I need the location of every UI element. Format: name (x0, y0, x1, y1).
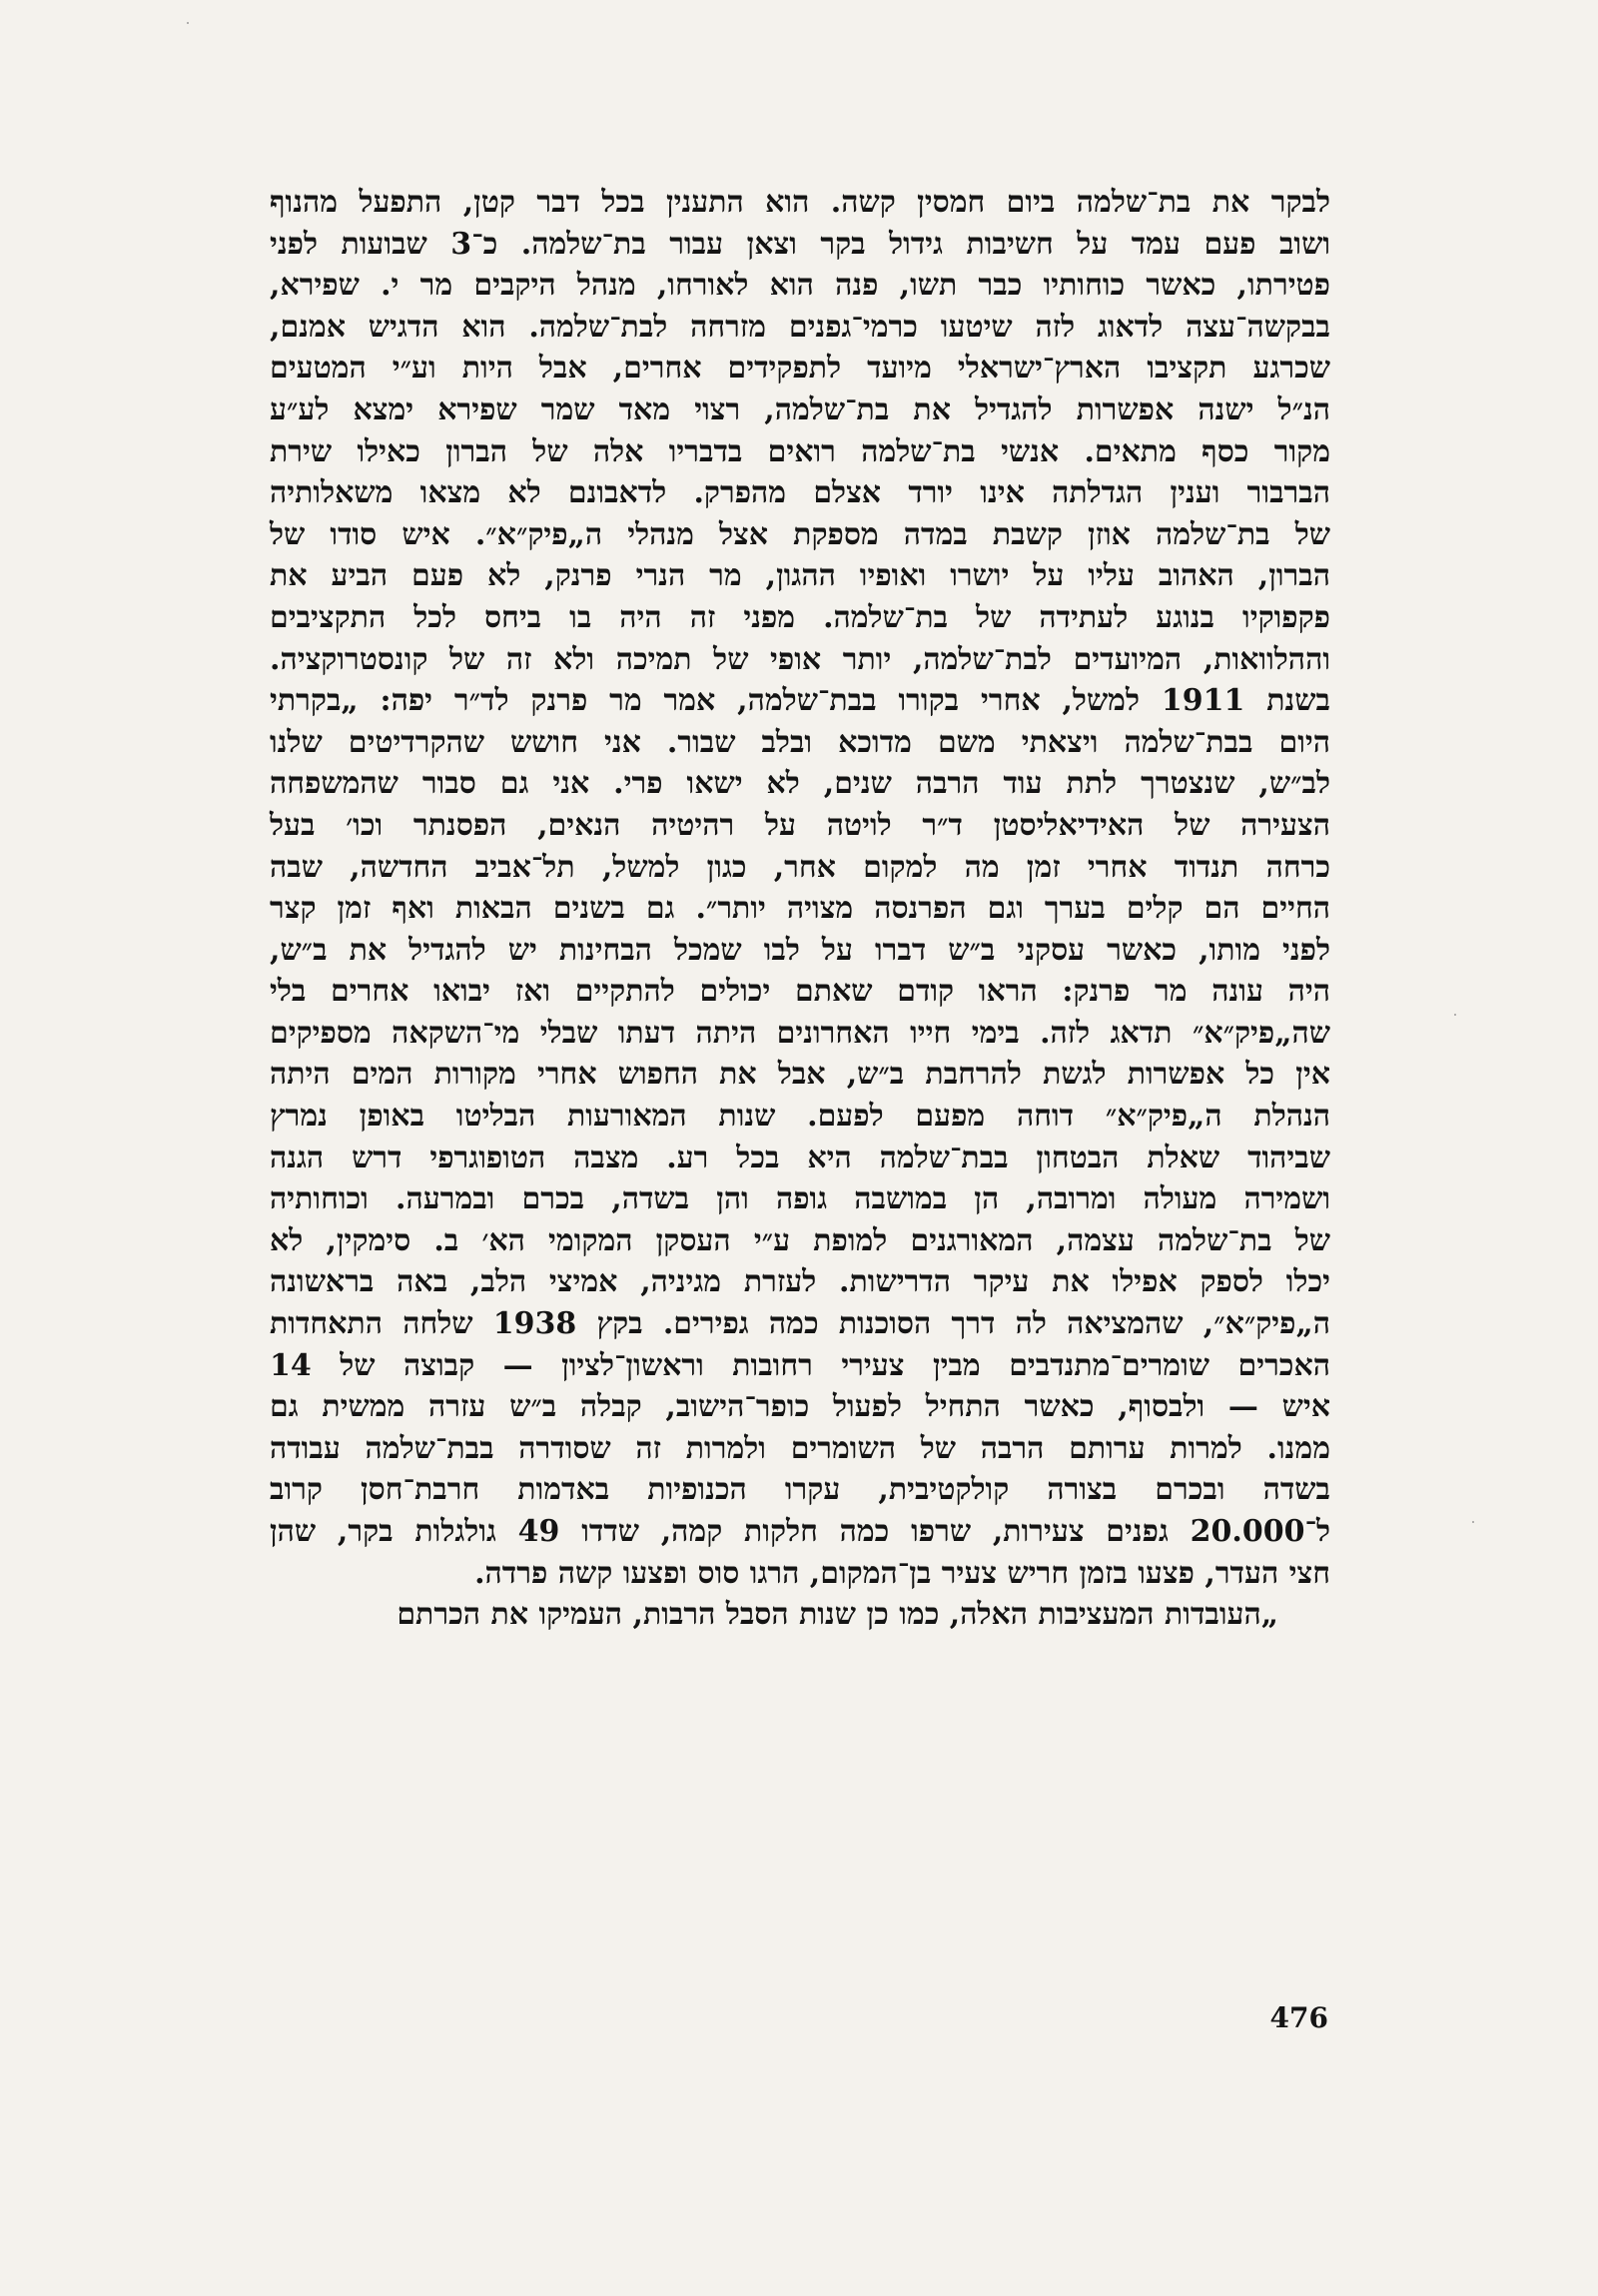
text-line: פקפוקיו בנוגע לעתידה של בת־שלמה. מפני זה היה בו ביחס לכל התקציבים (270, 599, 1330, 635)
scan-speck (1454, 1014, 1456, 1016)
text-line: הנהלת ה„פיק״א״ דוחה מפעם לפעם. שנות המאורעות הבליטו באופן נמרץ (270, 1099, 1330, 1135)
text-line: שכרגע תקציבו הארץ־ישראלי מיועד לתפקידים אחרים, אבל היות וע״י המטעים (270, 351, 1330, 386)
scan-speck (187, 22, 189, 24)
text-line: שביהוד שאלת הבטחון בבת־שלמה היא בכל רע. מצבה הטופוגרפי דרש הגנה (270, 1140, 1330, 1175)
text-line: הנ״ל ישנה אפשרות להגדיל את בת־שלמה, רצוי מאד שמר שפירא ימצא לע״ע (270, 391, 1330, 427)
text-line: אין כל אפשרות לגשת להרחבת ב״ש, אבל את החפוש אחרי מקורות המים היתה (270, 1057, 1330, 1093)
text-line: האכרים שומרים־מתנדבים מבין צעירי רחובות וראשון־לציון — קבוצה של 14 (270, 1347, 1330, 1383)
text-line: הצעירה של האידיאליסטן ד״ר לויטה על רהיטיה הנאים, הפסנתר וכו׳ בעל (270, 807, 1330, 843)
text-line: ה„פיק״א״, שהמציאה לה דרך הסוכנות כמה גפירים. בקץ 1938 שלחה התאחדות (270, 1306, 1330, 1342)
body-text (270, 183, 1330, 1637)
text-line: „העובדות המעציבות האלה, כמו כן שנות הסבל הרבות, העמיקו את הכרתם (397, 1597, 1278, 1633)
text-line: בשנת 1911 למשל, אחרי בקורו בבת־שלמה, אמר מר פרנק לד״ר יפה: „בקרתי (270, 683, 1330, 719)
text-line: הברון, האהוב עליו על יושרו ואופיו ההגון, מר הנרי פרנק, לא פעם הביע את (270, 558, 1330, 594)
text-line: יכלו לספק אפילו את עיקר הדרישות. לעזרת מגיניה, אמיצי הלב, באה בראשונה (270, 1264, 1330, 1300)
text-line: בשדה ובכרם בצורה קולקטיבית, עקרו הכנופיות באדמות חרבת־חסן קרוב (270, 1472, 1330, 1508)
text-line: הברבור וענין הגדלתה אינו יורד אצלם מהפרק. לדאבונם לא מצאו משאלותיה (270, 475, 1330, 511)
page-number: 476 (1269, 2001, 1328, 2034)
text-line: חצי העדר, פצעו בזמן חריש צעיר בן־המקום, הרגו סוס ופצעו קשה פרדה. (474, 1555, 1330, 1591)
text-line: כרחה תנדוד אחרי זמן מה למקום אחר, כגון למשל, תל־אביב החדשה, שבה (270, 849, 1330, 885)
text-line: ושוב פעם עמד על חשיבות גידול בקר וצאן עבור בת־שלמה. כ־3 שבועות לפני (270, 226, 1331, 262)
text-line: איש — ולבסוף, כאשר התחיל לפעול כופר־הישוב, קבלה ב״ש עזרה ממשית גם (270, 1389, 1330, 1425)
text-line: מקור כסף מתאים. אנשי בת־שלמה רואים בדבריו אלה של הברון כאילו שירת (270, 433, 1330, 469)
text-line: החיים הם קלים בערך וגם הפרנסה מצויה יותר״. גם בשנים הבאות ואף זמן קצר (270, 891, 1330, 927)
text-line: פטירתו, כאשר כוחותיו כבר תשו, פנה הוא לאורחו, מנהל היקבים מר י. שפירא, (270, 268, 1330, 304)
text-line: לב״ש, שנצטרך לתת עוד הרבה שנים, לא ישאו פרי. אני גם סבור שהמשפחה (270, 766, 1330, 802)
text-line: של בת־שלמה אוזן קשבת במדה מספקת אצל מנהלי ה„פיק״א״. איש סודו של (270, 516, 1330, 552)
text-line: בבקשה־עצה לדאוג לזה שיטעו כרמי־גפנים מזרחה לבת־שלמה. הוא הדגיש אמנם, (270, 309, 1330, 345)
text-line: של בת־שלמה עצמה, המאורגנים למופת ע״י העסקן המקומי הא׳ ב. סימקין, לא (270, 1222, 1330, 1258)
text-line: לבקר את בת־שלמה ביום חמסין קשה. הוא התענין בכל דבר קטן, התפעל מהנוף (270, 185, 1330, 220)
text-line: לפני מותו, כאשר עסקני ב״ש דברו על לבו שמכל הבחינות יש להגדיל את ב״ש, (270, 932, 1330, 968)
text-line: שה„פיק״א״ תדאג לזה. בימי חייו האחרונים היתה דעתו שבלי מי־השקאה מספיקים (270, 1015, 1330, 1051)
text-line: ושמירה מעולה ומרובה, הן במושבה גופה והן בשדה, בכרם ובמרעה. וכוחותיה (270, 1181, 1330, 1217)
scan-speck (1472, 1521, 1474, 1523)
text-line: היה עונה מר פרנק: הראו קודם שאתם יכולים להתקיים ואז יבואו אחרים בלי (270, 974, 1330, 1010)
text-line: וההלוואות, המיועדים לבת־שלמה, יותר אופי של תמיכה ולא זה של קונסטרוקציה. (270, 641, 1330, 677)
text-line: ממנו. למרות ערותם הרבה של השומרים ולמרות זה שסודרה בבת־שלמה עבודה (270, 1430, 1330, 1466)
text-line: היום בבת־שלמה ויצאתי משם מדוכא ובלב שבור. אני חושש שהקרדיטים שלנו (270, 724, 1330, 760)
text-line: ל־20.000 גפנים צעירות, שרפו כמה חלקות קמה, שדדו 49 גולגלות בקר, שהן (270, 1514, 1331, 1549)
